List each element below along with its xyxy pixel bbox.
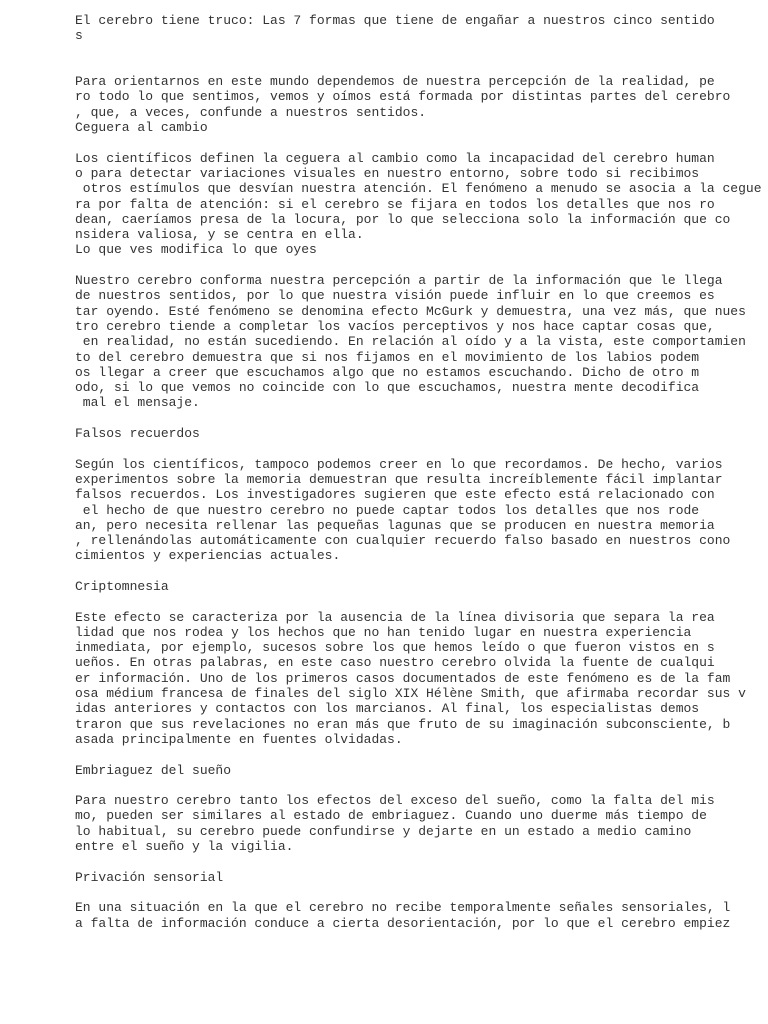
blank-line: [75, 44, 765, 59]
blank-line: [75, 854, 765, 869]
text-line: Falsos recuerdos: [75, 426, 200, 442]
text-line: nsidera valiosa, y se centra en ella.: [75, 227, 364, 243]
text-line: Embriaguez del sueño: [75, 762, 232, 778]
text-line: Para orientarnos en este mundo dependemos de nuestra percepción de la realidad, pe: [75, 74, 715, 90]
text-line: lidad que nos rodea y los hechos que no han tenido lugar en nuestra experiencia: [75, 624, 692, 640]
text-line: Nuestro cerebro conforma nuestra percepción a partir de la información que le llega: [75, 273, 723, 289]
text-line: asada principalmente en fuentes olvidadas.: [75, 731, 403, 747]
text-line: ro todo lo que sentimos, vemos y oímos está formada por distintas partes del cerebro: [75, 89, 731, 105]
text-line: a falta de información conduce a cierta desorientación, por lo que el cerebro empiez: [75, 915, 731, 931]
text-line: mo, pueden ser similares al estado de embriaguez. Cuando uno duerme más tiempo de: [75, 808, 707, 824]
text-line: Para nuestro cerebro tanto los efectos del exceso del sueño, como la falta del mis: [75, 793, 715, 809]
text-line: dean, caeríamos presa de la locura, por lo que selecciona solo la información que co: [75, 211, 731, 227]
text-line: idas anteriores y contactos con los marcianos. Al final, los especialistas demos: [75, 701, 700, 717]
blank-line: [75, 411, 765, 426]
blank-line: [75, 778, 765, 793]
text-line: Según los científicos, tampoco podemos creer en lo que recordamos. De hecho, varios: [75, 456, 723, 472]
text-line: , rellenándolas automáticamente con cualquier recuerdo falso basado en nuestros cono: [75, 533, 731, 549]
text-line: experimentos sobre la memoria demuestran que resulta increíblemente fácil implantar: [75, 471, 723, 487]
blank-line: [75, 885, 765, 900]
text-line: os llegar a creer que escuchamos algo que no estamos escuchando. Dicho de otro m: [75, 364, 700, 380]
text-line: traron que sus revelaciones no eran más que fruto de su imaginación subconsciente, b: [75, 716, 731, 732]
text-line: en realidad, no están sucediendo. En relación al oído y a la vista, este comportamien: [75, 334, 746, 350]
text-line: , que, a veces, confunde a nuestros sentidos.: [75, 104, 427, 120]
text-line: inmediata, por ejemplo, sucesos sobre los que hemos leído o que fueron vistos en s: [75, 640, 715, 656]
text-line: ra por falta de atención: si el cerebro se fijara en todos los detalles que nos ro: [75, 196, 715, 212]
text-line: mal el mensaje.: [75, 395, 200, 411]
text-line: Lo que ves modifica lo que oyes: [75, 242, 317, 258]
text-line: otros estímulos que desvían nuestra atención. El fenómeno a menudo se asocia a la cegue: [75, 181, 762, 197]
text-line: el hecho de que nuestro cerebro no puede captar todos los detalles que nos rode: [75, 502, 700, 518]
text-line: tro cerebro tiende a completar los vacíos perceptivos y nos hace captar cosas que,: [75, 318, 715, 334]
blank-line: [75, 594, 765, 609]
blank-line: [75, 258, 765, 273]
text-line: Criptomnesia: [75, 578, 169, 594]
text-line: osa médium francesa de finales del siglo XIX Hélène Smith, que afirmaba recordar sus v: [75, 686, 746, 702]
text-line: odo, si lo que vemos no coincide con lo que escuchamos, nuestra mente decodifica: [75, 380, 700, 396]
text-line: to del cerebro demuestra que si nos fijamos en el movimiento de los labios podem: [75, 349, 700, 365]
text-line: Privación sensorial: [75, 869, 224, 885]
blank-line: [75, 135, 765, 150]
text-line: En una situación en la que el cerebro no recibe temporalmente señales sensoriales, l: [75, 900, 731, 916]
blank-line: [75, 564, 765, 579]
text-line: tar oyendo. Esté fenómeno se denomina efecto McGurk y demuestra, una vez más, que nues: [75, 303, 746, 319]
text-line: falsos recuerdos. Los investigadores sugieren que este efecto está relacionado con: [75, 487, 715, 503]
text-line: o para detectar variaciones visuales en nuestro entorno, sobre todo si recibimos: [75, 165, 700, 181]
text-line: Este efecto se caracteriza por la ausencia de la línea divisoria que separa la rea: [75, 609, 715, 625]
text-line: entre el sueño y la vigilia.: [75, 839, 294, 855]
text-line: cimientos y experiencias actuales.: [75, 548, 341, 564]
text-line: an, pero necesita rellenar las pequeñas lagunas que se producen en nuestra memoria: [75, 517, 715, 533]
text-line: Ceguera al cambio: [75, 120, 208, 136]
blank-line: [75, 59, 765, 74]
blank-line: [75, 747, 765, 762]
text-line: lo habitual, su cerebro puede confundirse y dejarte en un estado a medio camino: [75, 823, 692, 839]
text-line: de nuestros sentidos, por lo que nuestra visión puede influir en lo que creemos es: [75, 288, 715, 304]
text-line: ueños. En otras palabras, en este caso nuestro cerebro olvida la fuente de cualqui: [75, 655, 715, 671]
blank-line: [75, 441, 765, 456]
document-text: [75, 13, 765, 931]
text-line: er información. Uno de los primeros casos documentados de este fenómeno es de la fam: [75, 670, 731, 686]
text-line: Los científicos definen la ceguera al cambio como la incapacidad del cerebro human: [75, 150, 715, 166]
text-line: El cerebro tiene truco: Las 7 formas que tiene de engañar a nuestros cinco sentido: [75, 13, 715, 28]
text-line: s: [75, 28, 83, 44]
